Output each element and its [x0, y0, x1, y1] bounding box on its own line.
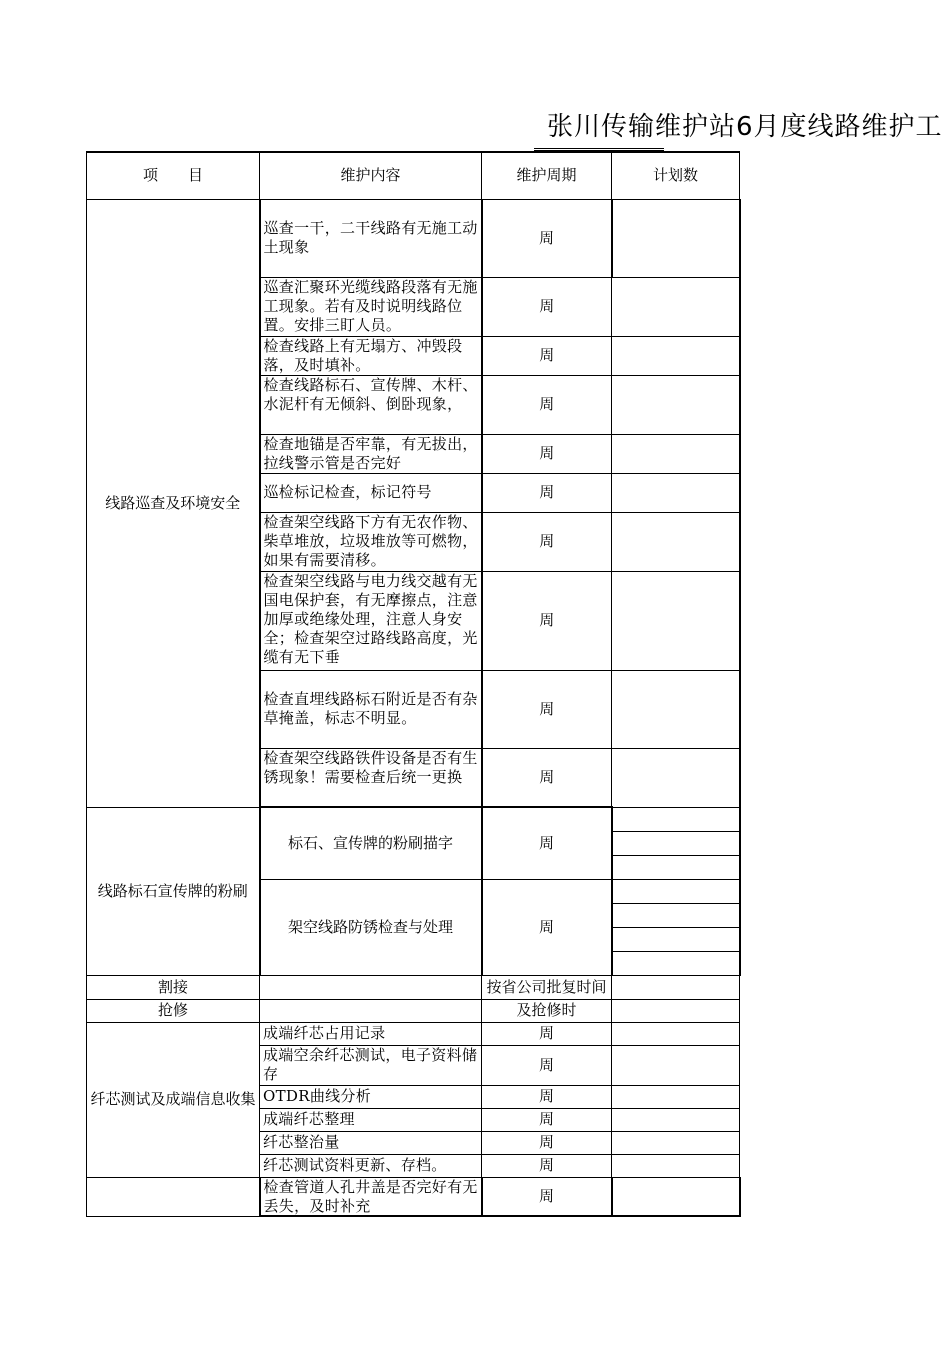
- plan-cell: [612, 336, 740, 375]
- plan-cell: [612, 277, 740, 336]
- plan-cell: [612, 375, 740, 434]
- plan-cell: [612, 748, 740, 807]
- cycle-cell: 周: [482, 512, 612, 571]
- content-cell: [260, 336, 482, 375]
- content-cell: [260, 670, 482, 748]
- plan-cell: [612, 473, 740, 512]
- content-cell: [260, 512, 482, 571]
- content-cell: [260, 434, 482, 473]
- header-cycle: 维护周期: [482, 152, 612, 199]
- content-cell: [260, 1045, 482, 1085]
- cycle-cell: 周: [482, 375, 612, 434]
- content-cell: [260, 571, 482, 670]
- table-row: [87, 1022, 740, 1045]
- content-cell: 架空线路防锈检查与处理: [260, 879, 482, 975]
- content-cell: 成端纤芯占用记录: [260, 1022, 482, 1045]
- content-text: 检查架空线路与电力线交越有无国电保护套，有无摩擦点，注意加厚或绝缘处理，注意人身安全；检查架空过路线路高度，光缆有无下垂: [263, 572, 478, 666]
- plan-cell-split: [612, 879, 740, 975]
- content-text: 检查线路标石、宣传牌、木杆、水泥杆有无倾斜、倒卧现象，: [263, 376, 478, 413]
- cycle-cell: 周: [482, 571, 612, 670]
- plan-cell: [612, 512, 740, 571]
- plan-subcell: [613, 952, 739, 975]
- cycle-cell: 周: [482, 277, 612, 336]
- cycle-cell: 周: [482, 1045, 612, 1085]
- content-text: 巡检标记检查，标记符号: [263, 483, 432, 501]
- content-cell: [260, 473, 482, 512]
- table-row: [87, 1177, 740, 1216]
- section-label-fiber: 纤芯测试及成端信息收集: [87, 1022, 260, 1177]
- content-cell: [260, 999, 482, 1022]
- cycle-cell: 周: [482, 748, 612, 807]
- content-text: 检查架空线路下方有无农作物、柴草堆放，垃圾堆放等可燃物，如果有需要清移。: [263, 513, 478, 569]
- table-row: [87, 199, 740, 277]
- plan-cell: [612, 571, 740, 670]
- content-cell: [260, 199, 482, 277]
- plan-cell: [612, 1108, 740, 1131]
- title-underline: [534, 148, 664, 149]
- header-content: 维护内容: [260, 152, 482, 199]
- cycle-cell: 周: [482, 1131, 612, 1154]
- cycle-cell: 周: [482, 1177, 612, 1216]
- table-row: [87, 999, 740, 1022]
- content-text: 巡查汇聚环光缆线路段落有无施工现象。若有及时说明线路位置。安排三盯人员。: [263, 278, 478, 334]
- content-cell: [260, 277, 482, 336]
- plan-cell: [612, 670, 740, 748]
- cycle-cell: 周: [482, 1108, 612, 1131]
- cycle-cell: 周: [482, 670, 612, 748]
- cycle-cell: 及抢修时: [482, 999, 612, 1022]
- plan-cell-split: [612, 807, 740, 879]
- plan-subcell: [613, 904, 739, 928]
- cycle-cell: 周: [482, 807, 612, 879]
- plan-cell: [612, 999, 740, 1022]
- plan-cell: [612, 1022, 740, 1045]
- plan-subcell: [613, 832, 739, 856]
- cycle-cell: 按省公司批复时间: [482, 975, 612, 999]
- cycle-cell: 周: [482, 1022, 612, 1045]
- cycle-cell: 周: [482, 1154, 612, 1177]
- content-cell: [260, 748, 482, 807]
- table-header-row: [87, 152, 740, 199]
- plan-subcell: [613, 808, 739, 832]
- content-text: 检查架空线路铁件设备是否有生锈现象！需要检查后统一更换: [263, 749, 478, 787]
- content-cell: 纤芯整治量: [260, 1131, 482, 1154]
- plan-cell: [612, 1177, 740, 1216]
- content-cell: [260, 1177, 482, 1216]
- header-item: 项 目: [87, 152, 260, 199]
- header-plan: 计划数: [612, 152, 740, 199]
- section-label-repair: 抢修: [87, 999, 260, 1022]
- page-title: 张川传输维护站6月度线路维护工: [547, 112, 943, 142]
- maintenance-table: [86, 151, 741, 1217]
- content-text: 成端空余纤芯测试，电子资料储存: [263, 1046, 478, 1083]
- content-cell: [260, 975, 482, 999]
- content-text: 检查直埋线路标石附近是否有杂草掩盖，标志不明显。: [263, 690, 478, 727]
- section-label-patrol: 线路巡查及环境安全: [87, 199, 260, 807]
- plan-cell: [612, 1154, 740, 1177]
- cycle-cell: 周: [482, 879, 612, 975]
- plan-cell: [612, 1131, 740, 1154]
- section-label-paint: 线路标石宣传牌的粉刷: [87, 807, 260, 975]
- plan-subcell: [613, 928, 739, 952]
- plan-cell: [612, 434, 740, 473]
- content-cell: [260, 375, 482, 434]
- content-cell: 标石、宣传牌的粉刷描字: [260, 807, 482, 879]
- content-text: 检查线路上有无塌方、冲毁段落，及时填补。: [263, 337, 463, 374]
- table-row: [87, 975, 740, 999]
- cycle-cell: 周: [482, 473, 612, 512]
- plan-cell: [612, 199, 740, 277]
- cycle-cell: 周: [482, 434, 612, 473]
- plan-subcell: [613, 880, 739, 904]
- content-text: 检查地锚是否牢靠，有无拔出，拉线警示管是否完好: [263, 435, 478, 472]
- plan-cell: [612, 1085, 740, 1108]
- section-label-cutover: 割接: [87, 975, 260, 999]
- table-row: [87, 807, 740, 879]
- cycle-cell: 周: [482, 199, 612, 277]
- content-text: 巡查一干，二干线路有无施工动土现象: [263, 219, 478, 256]
- content-text: 检查管道人孔井盖是否完好有无丢失，及时补充: [263, 1177, 478, 1215]
- plan-cell: [612, 1045, 740, 1085]
- cycle-cell: 周: [482, 336, 612, 375]
- cycle-cell: 周: [482, 1085, 612, 1108]
- plan-cell: [612, 975, 740, 999]
- content-cell: 纤芯测试资料更新、存档。: [260, 1154, 482, 1177]
- plan-subcell: [613, 856, 739, 879]
- section-label-pipe: [87, 1177, 260, 1216]
- content-cell: 成端纤芯整理: [260, 1108, 482, 1131]
- content-cell: OTDR曲线分析: [260, 1085, 482, 1108]
